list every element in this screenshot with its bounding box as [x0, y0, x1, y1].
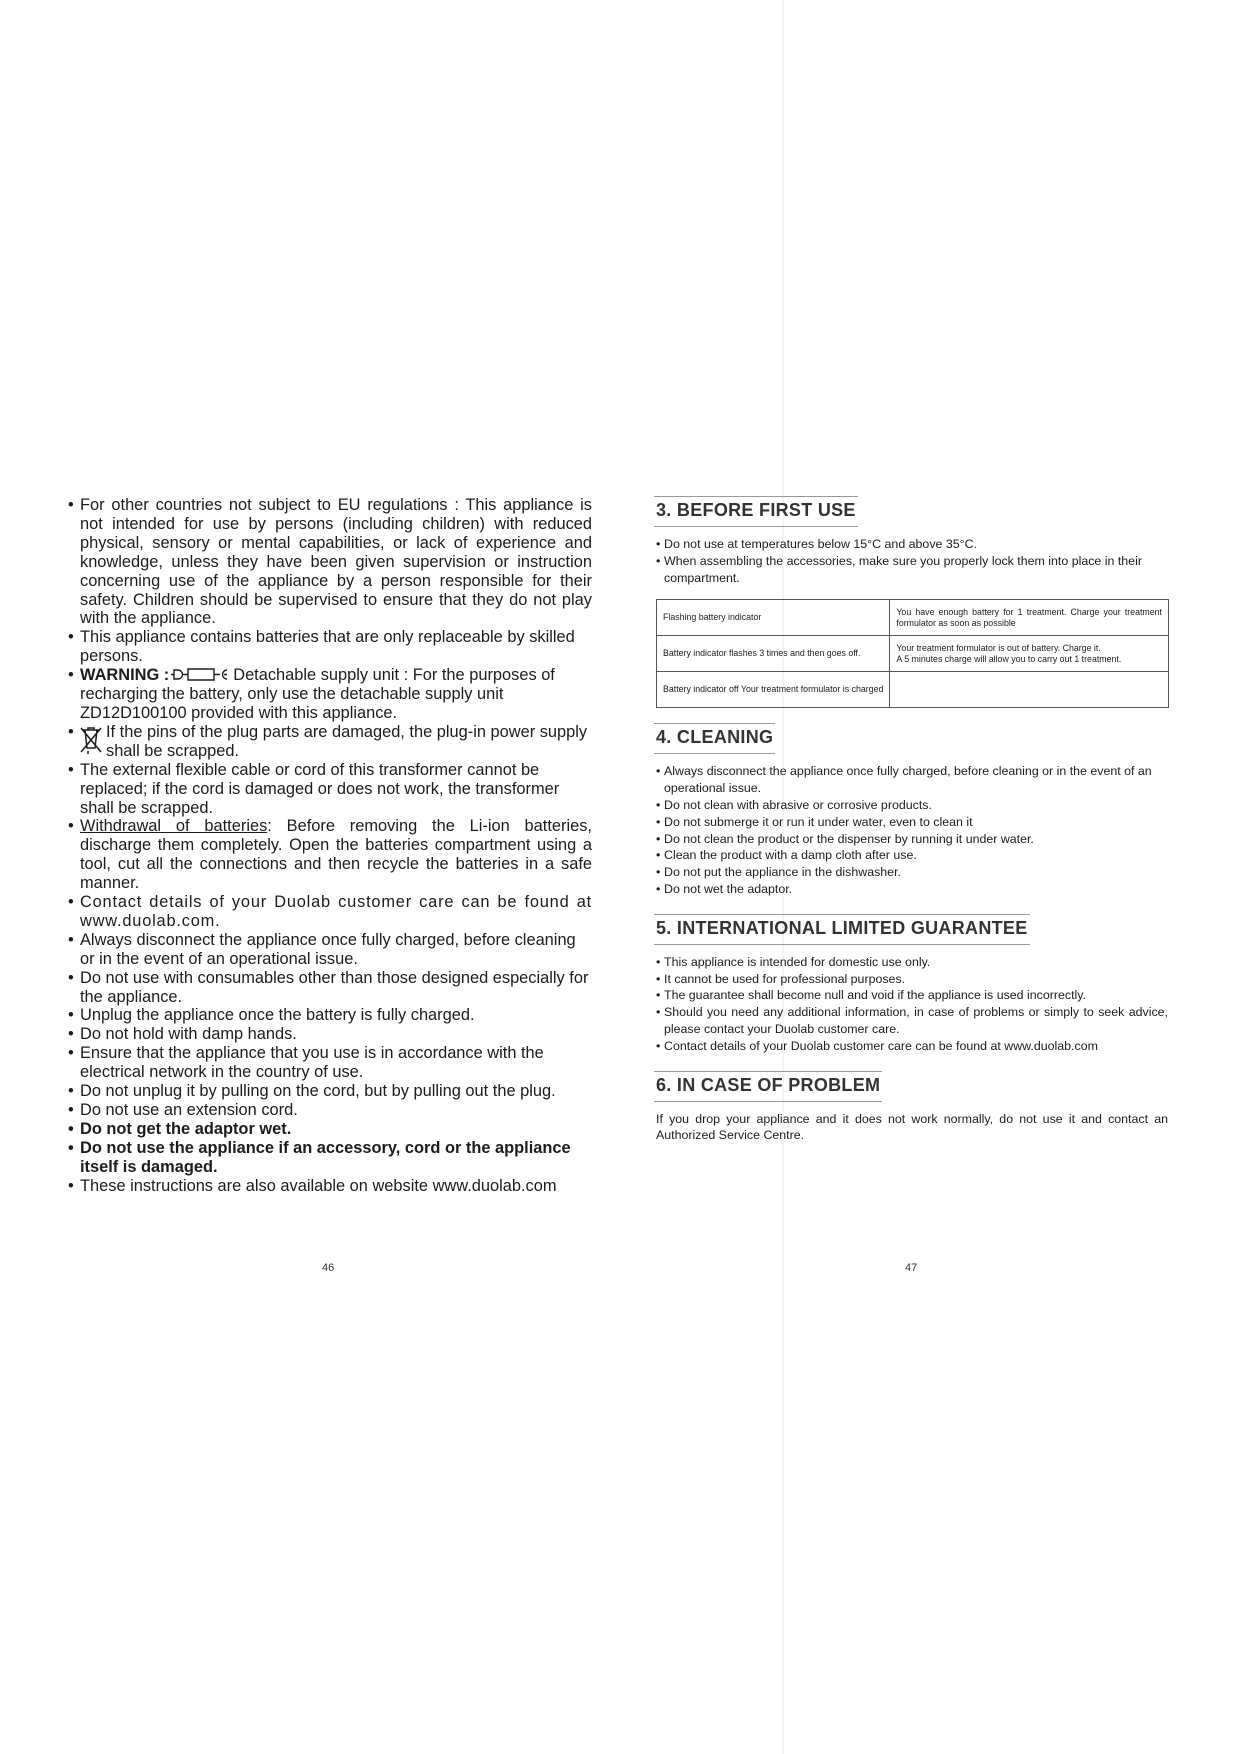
withdrawal-label: Withdrawal of batteries [80, 817, 268, 836]
list-item: • Ensure that the appliance that you use is in accordance with the electrical network in the country of use. [68, 1044, 592, 1082]
list-item: • Contact details of your Duolab customer care can be found at www.duolab.com [656, 1038, 1168, 1055]
list-item: • Do not clean with abrasive or corrosive products. [656, 797, 1168, 814]
table-cell: Battery indicator flashes 3 times and then goes off. [657, 636, 890, 672]
safety-instructions [68, 496, 592, 1196]
section-title-guarantee: 5. INTERNATIONAL LIMITED GUARANTEE [654, 914, 1030, 945]
list-item: • Do not put the appliance in the dishwasher. [656, 864, 1168, 881]
list-item: • Do not get the adaptor wet. [68, 1120, 592, 1139]
list-item: • Should you need any additional information, in case of problems or simply to seek advice, please contact your Duolab customer care. [656, 1004, 1168, 1038]
list-item: • Do not unplug it by pulling on the cord, but by pulling out the plug. [68, 1082, 592, 1101]
usage-instructions [656, 496, 1168, 1144]
table-cell: Flashing battery indicator [657, 600, 890, 636]
table-cell [890, 672, 1169, 708]
table-row [657, 672, 1169, 708]
list-item: • Clean the product with a damp cloth after use. [656, 847, 1168, 864]
table-cell: Your treatment formulator is out of battery. Charge it. A 5 minutes charge will allow you to carry out 1 treatment. [890, 636, 1169, 672]
list-item: • Unplug the appliance once the battery is fully charged. [68, 1006, 592, 1025]
list-item: • It cannot be used for professional purposes. [656, 971, 1168, 988]
table-cell: You have enough battery for 1 treatment. Charge your treatment formulator as soon as possible [890, 600, 1169, 636]
list-item: • When assembling the accessories, make sure you properly lock them into place in their compartment. [656, 553, 1168, 587]
table-cell: Battery indicator off Your treatment formulator is charged [657, 672, 890, 708]
list-item: • Do not hold with damp hands. [68, 1025, 592, 1044]
list-item: • Do not use with consumables other than those designed especially for the appliance. [68, 969, 592, 1007]
list-item: • Withdrawal of batteries: Before removing the Li-ion batteries, discharge them completely. Open the batteries compartment using a tool, cut all the connections and then recycle the batteries in a safe manner. [68, 817, 592, 893]
section-title-cleaning: 4. CLEANING [654, 723, 775, 754]
page-number-right: 47 [905, 1262, 918, 1274]
warning-label: WARNING : [80, 666, 170, 685]
table-row [657, 636, 1169, 672]
list-item: • Contact details of your Duolab customer care can be found at www.duolab.com. [68, 893, 592, 931]
battery-indicator-table [656, 599, 1169, 708]
list-item: • Always disconnect the appliance once fully charged, before cleaning or in the event of an operational issue. [68, 931, 592, 969]
list-item: • Always disconnect the appliance once fully charged, before cleaning or in the event of an operational issue. [656, 763, 1168, 797]
problem-text: If you drop your appliance and it does not work normally, do not use it and contact an Authorized Service Centre. [656, 1111, 1168, 1143]
list-item: • Do not use an extension cord. [68, 1101, 592, 1120]
list-item: • Do not use the appliance if an accessory, cord or the appliance itself is damaged. [68, 1139, 592, 1177]
table-row [657, 600, 1169, 636]
crossed-bin-icon [78, 724, 104, 756]
list-item: • Do not clean the product or the dispenser by running it under water. [656, 831, 1168, 848]
list-item: • The guarantee shall become null and void if the appliance is used incorrectly. [656, 987, 1168, 1004]
list-item: • These instructions are also available on website www.duolab.com [68, 1177, 592, 1196]
list-item: • For other countries not subject to EU regulations : This appliance is not intended for use by persons (including children) with reduced physical, sensory or mental capabilities, or lack of experience and knowledge, unless they have been given supervision or instruction concerning use of the appliance by a person responsible for their safety. Children should be supervised to ensure that they do not play with the appliance. [68, 496, 592, 628]
detachable-supply-unit-icon [169, 667, 233, 682]
warning-text: Detachable supply unit : For the purposes of recharging the battery, only use the detachable supply unit ZD12D100100 provided with this appliance. [80, 666, 555, 722]
list-item: • If the pins of the plug parts are damaged, the plug-in power supply shall be scrapped. [68, 723, 592, 761]
section-title-before-first-use: 3. BEFORE FIRST USE [654, 496, 858, 527]
list-item: • Do not wet the adaptor. [656, 881, 1168, 898]
page-number-left: 46 [322, 1262, 335, 1274]
section-title-problem: 6. IN CASE OF PROBLEM [654, 1071, 882, 1102]
list-item: • This appliance contains batteries that are only replaceable by skilled persons. [68, 628, 592, 666]
list-item: • This appliance is intended for domestic use only. [656, 954, 1168, 971]
list-item: • Do not submerge it or run it under water, even to clean it [656, 814, 1168, 831]
list-item [68, 666, 592, 723]
list-item: • Do not use at temperatures below 15°C and above 35°C. [656, 536, 1168, 553]
list-item: • The external flexible cable or cord of this transformer cannot be replaced; if the cord is damaged or does not work, the transformer shall be scrapped. [68, 761, 592, 818]
